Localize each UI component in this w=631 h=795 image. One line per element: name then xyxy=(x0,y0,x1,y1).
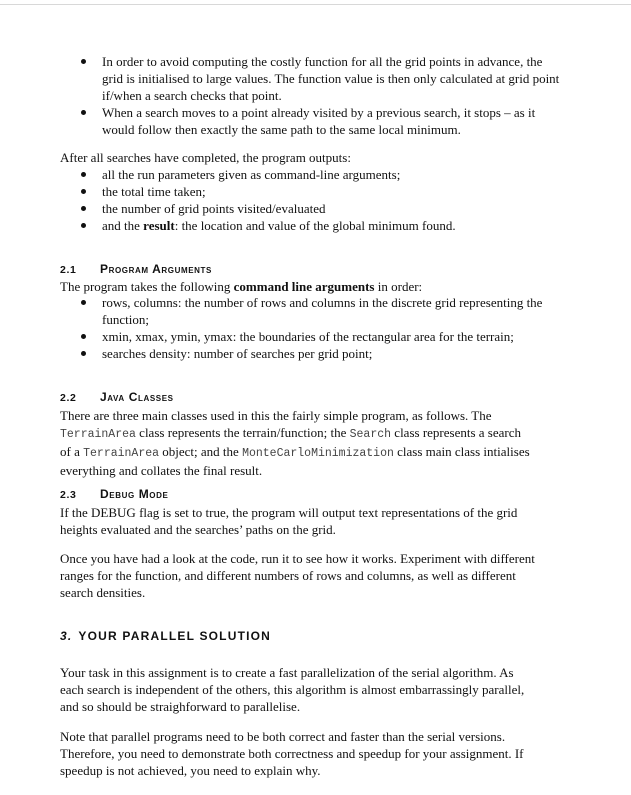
outputs-intro: After all searches have completed, the program outputs: xyxy=(60,150,351,165)
section-heading-2-3: 2.3 Debug Mode xyxy=(60,487,169,501)
section-heading-2-2: 2.2 Java Classes xyxy=(60,390,174,404)
arguments-list xyxy=(60,294,560,362)
intro-bullet-list xyxy=(60,53,560,138)
list-item: the number of grid points visited/evaluated xyxy=(60,200,560,217)
java-classes-paragraph: There are three main classes used in this the fairly simple program, as follows. The TerrainArea class represents the terrain/function; the Search class represents a search of a TerrainArea object; and the MonteCarloMinimization class main class intialises everything and collates the final result. xyxy=(60,408,530,478)
bullet-icon xyxy=(81,223,86,228)
list-item: xmin, xmax, ymin, ymax: the boundaries of the rectangular area for the terrain; xyxy=(60,328,560,345)
section-heading-2-1: 2.1 Program Arguments xyxy=(60,262,212,276)
experiment-paragraph: Once you have had a look at the code, run it to see how it works. Experiment with different ranges for the function, and different numbers of rows and columns, as well as different search densities. xyxy=(60,551,535,600)
outputs-list xyxy=(60,166,560,234)
page-top-border xyxy=(0,4,631,5)
list-item: rows, columns: the number of rows and columns in the discrete grid representing the function; xyxy=(60,294,560,328)
section-heading-3: 3. YOUR PARALLEL SOLUTION xyxy=(60,629,272,643)
bullet-icon xyxy=(81,334,86,339)
task-paragraph: Your task in this assignment is to create a fast parallelization of the serial algorithm. As each search is independent of the others, this algorithm is almost embarrassingly parallel, and so should be straighforward to parallelise. xyxy=(60,665,525,714)
arguments-intro: The program takes the following command line arguments in order: xyxy=(60,279,423,294)
bullet-icon xyxy=(81,189,86,194)
correctness-paragraph: Note that parallel programs need to be both correct and faster than the serial versions. Therefore, you need to demonstrate both correctness and speedup for your assignment. If speedup is not achieved, you need to explain why. xyxy=(60,729,524,778)
bullet-icon xyxy=(81,351,86,356)
debug-paragraph: If the DEBUG flag is set to true, the program will output text representations of the grid heights evaluated and the searches’ paths on the grid. xyxy=(60,505,518,537)
list-item: When a search moves to a point already visited by a previous search, it stops – as it would follow then exactly the same path to the same local minimum. xyxy=(60,104,560,138)
bullet-icon xyxy=(81,172,86,177)
list-item: and the result: the location and value of the global minimum found. xyxy=(60,217,560,234)
bullet-icon xyxy=(81,300,86,305)
list-item: In order to avoid computing the costly function for all the grid points in advance, the grid is initialised to large values. The function value is then only calculated at grid point if/when a search checks that point. xyxy=(60,53,560,104)
bullet-icon xyxy=(81,206,86,211)
list-item: all the run parameters given as command-line arguments; xyxy=(60,166,560,183)
bullet-icon xyxy=(81,110,86,115)
list-item: the total time taken; xyxy=(60,183,560,200)
bullet-icon xyxy=(81,59,86,64)
list-item: searches density: number of searches per grid point; xyxy=(60,345,560,362)
